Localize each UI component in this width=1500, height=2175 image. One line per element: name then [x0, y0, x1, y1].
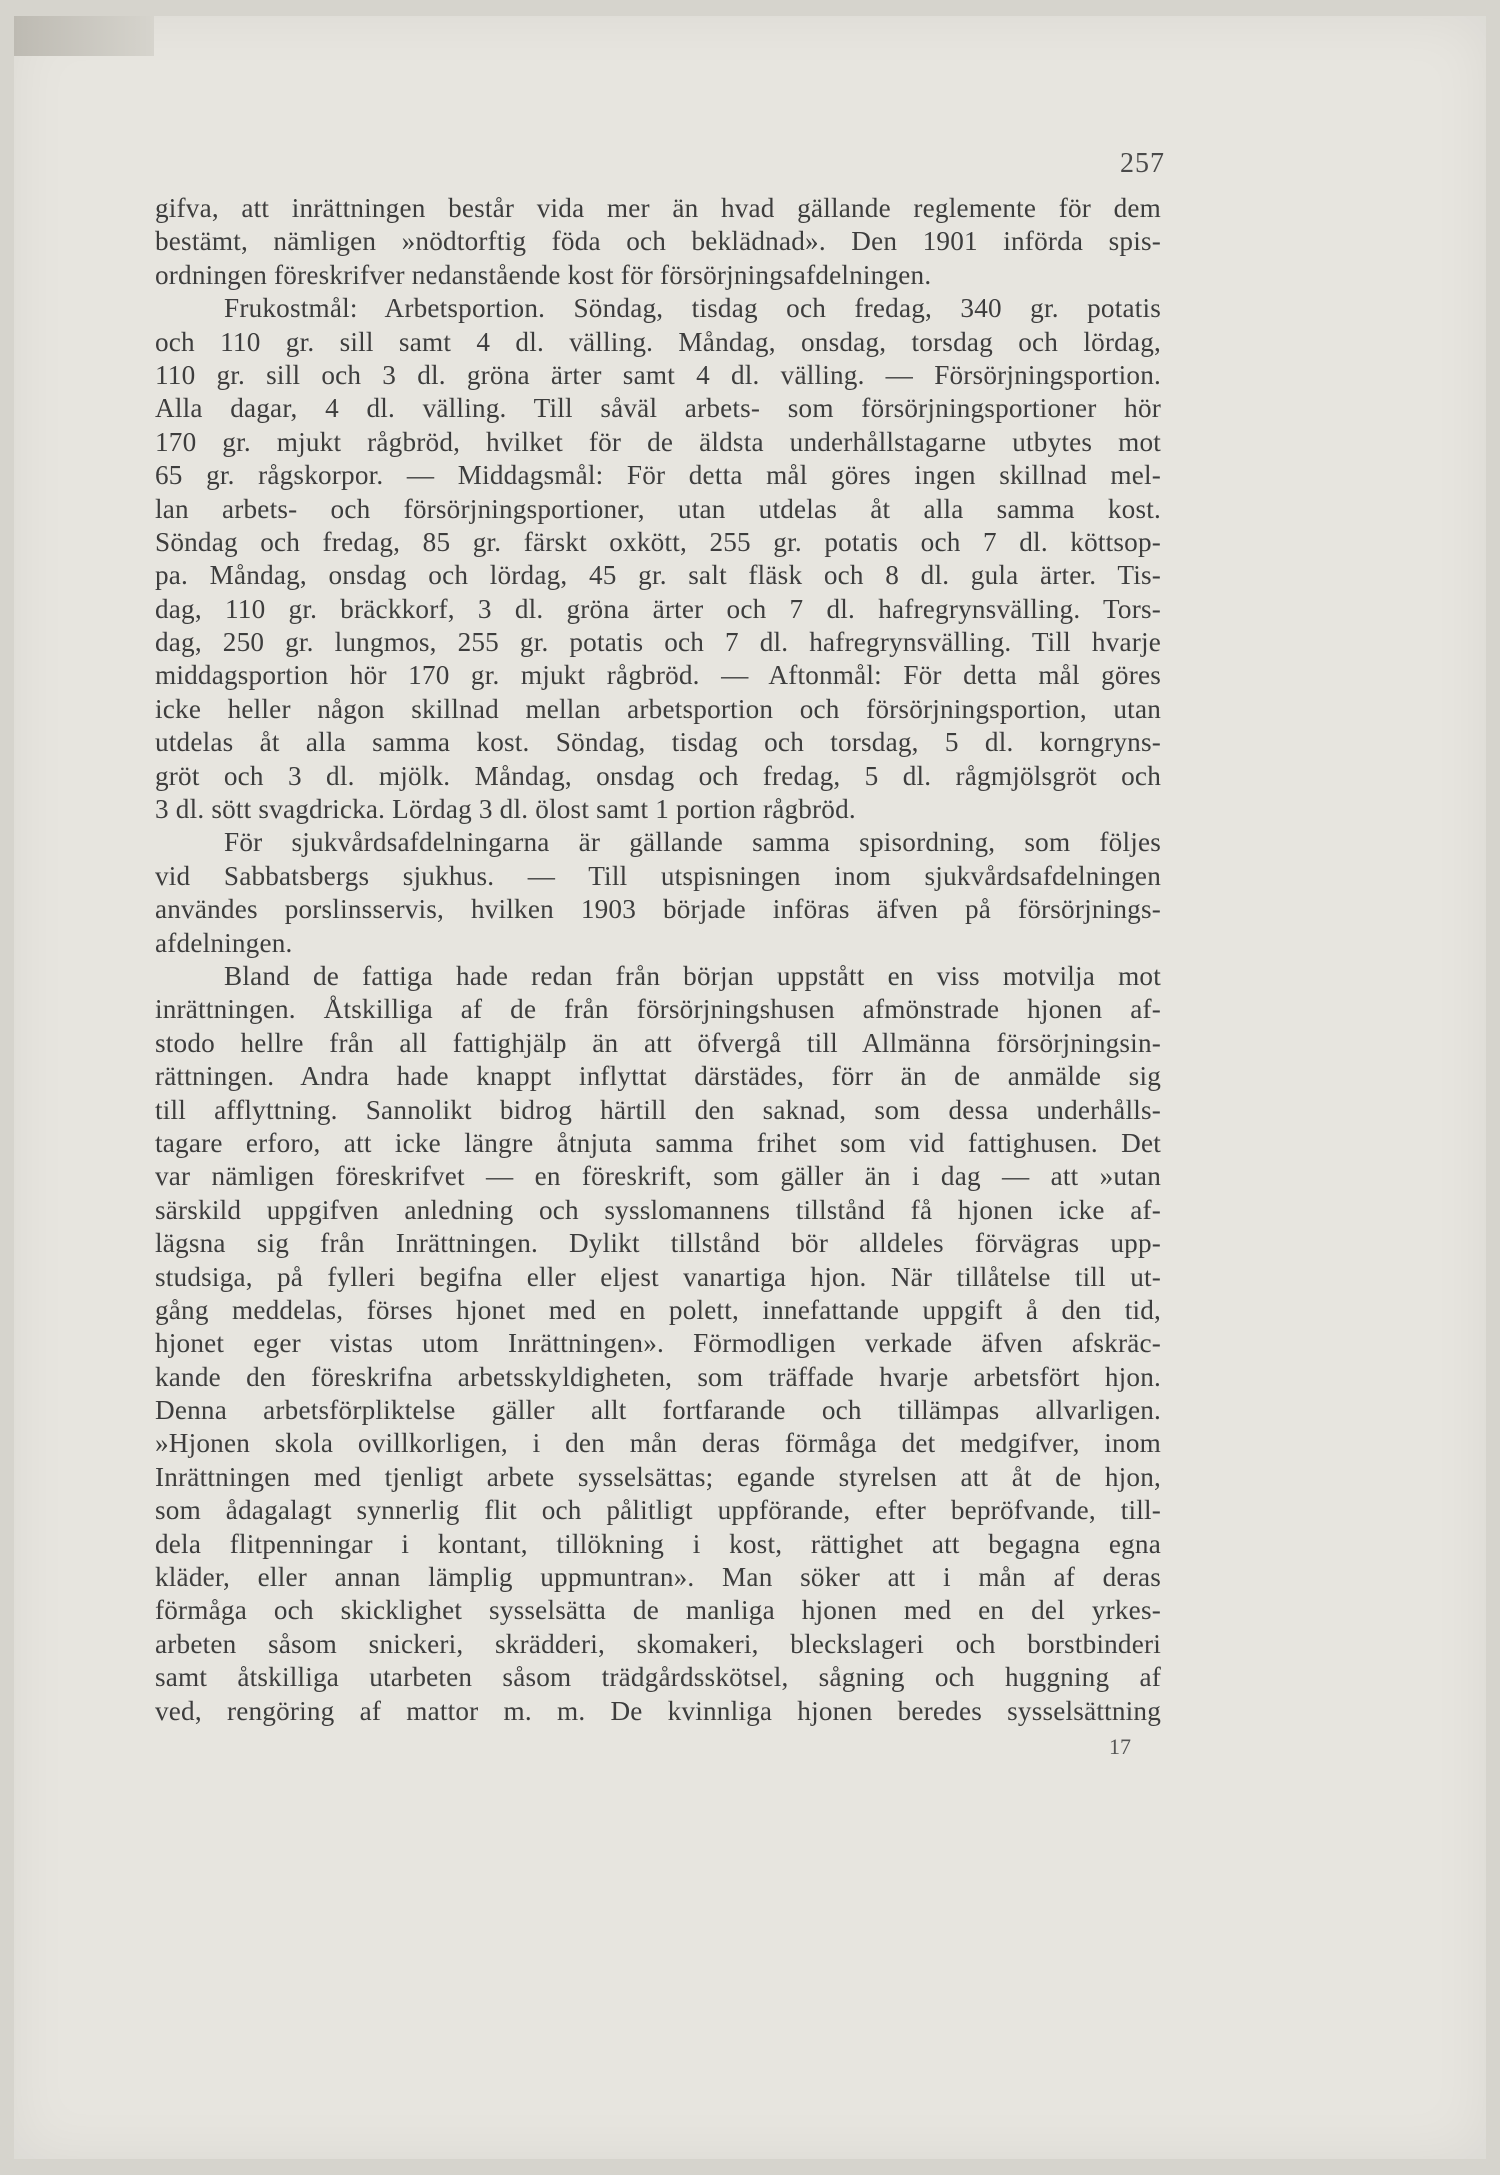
text-line: ved, rengöring af mattor m. m. De kvinnliga hjonen beredes sysselsättning [155, 1695, 1161, 1726]
text-line: tagare erforo, att icke längre åtnjuta samma frihet som vid fattighusen. Det [155, 1127, 1161, 1158]
text-line: För sjukvårdsafdelningarna är gällande samma spisordning, som följes [224, 827, 1161, 858]
text-line: »Hjonen skola ovillkorligen, i den mån deras förmåga det medgifver, inom [155, 1428, 1161, 1459]
text-line: 110 gr. sill och 3 dl. gröna ärter samt 4 dl. välling. — Försörjningsportion. [155, 359, 1161, 390]
text-line: gång meddelas, förses hjonet med en polett, innefattande uppgift å den tid, [155, 1294, 1161, 1325]
text-line: kläder, eller annan lämplig uppmuntran». Man söker att i mån af deras [155, 1562, 1161, 1593]
text-line: som ådagalagt synnerlig flit och pålitligt uppförande, efter bepröfvande, till- [155, 1495, 1161, 1526]
text-line: inrättningen. Åtskilliga af de från försörjningshusen afmönstrade hjonen af- [155, 994, 1161, 1025]
text-line: afdelningen. [155, 927, 293, 958]
text-line: Alla dagar, 4 dl. välling. Till såväl arbets- som försörjningsportioner hör [155, 393, 1161, 424]
text-line: förmåga och skicklighet sysselsätta de manliga hjonen med en del yrkes- [155, 1595, 1161, 1626]
text-line: dag, 250 gr. lungmos, 255 gr. potatis och 7 dl. hafregrynsvälling. Till hvarje [155, 627, 1161, 658]
page-number: 257 [1120, 148, 1165, 179]
signature-mark: 17 [1109, 1734, 1131, 1759]
text-line: arbeten såsom snickeri, skrädderi, skomakeri, bleckslageri och borstbinderi [155, 1628, 1161, 1659]
text-line: vid Sabbatsbergs sjukhus. — Till utspisningen inom sjukvårdsafdelningen [155, 860, 1161, 891]
text-line: studsiga, på fylleri begifna eller eljest vanartiga hjon. När tillåtelse till ut- [155, 1261, 1161, 1292]
text-line: var nämligen föreskrifvet — en föreskrift, som gäller än i dag — att »utan [155, 1161, 1161, 1192]
text-line: och 110 gr. sill samt 4 dl. välling. Måndag, onsdag, torsdag och lördag, [155, 326, 1161, 357]
text-line: lan arbets- och försörjningsportioner, utan utdelas åt alla samma kost. [155, 493, 1161, 524]
text-line: Inrättningen med tjenligt arbete sysselsättas; egande styrelsen att åt de hjon, [155, 1461, 1161, 1492]
text-line: 3 dl. sött svagdricka. Lördag 3 dl. ölost samt 1 portion rågbröd. [155, 794, 856, 825]
text-line: Söndag och fredag, 85 gr. färskt oxkött, 255 gr. potatis och 7 dl. köttsop- [155, 526, 1161, 557]
text-line: gröt och 3 dl. mjölk. Måndag, onsdag och fredag, 5 dl. rågmjölsgröt och [155, 760, 1161, 791]
text-line: pa. Måndag, onsdag och lördag, 45 gr. salt fläsk och 8 dl. gula ärter. Tis- [155, 560, 1161, 591]
text-line: icke heller någon skillnad mellan arbetsportion och försörjningsportion, utan [155, 693, 1161, 724]
text-line: till afflyttning. Sannolikt bidrog härtill den saknad, som dessa underhålls- [155, 1094, 1161, 1125]
text-line: rättningen. Andra hade knappt inflyttat därstädes, förr än de anmälde sig [155, 1061, 1161, 1092]
text-line: Frukostmål: Arbetsportion. Söndag, tisdag och fredag, 340 gr. potatis [224, 293, 1161, 324]
text-line: hjonet eger vistas utom Inrättningen». Förmodligen verkade äfven afskräc- [155, 1328, 1161, 1359]
text-line: 170 gr. mjukt rågbröd, hvilket för de äldsta underhållstagarne utbytes mot [155, 426, 1161, 457]
text-line: dag, 110 gr. bräckkorf, 3 dl. gröna ärter och 7 dl. hafregrynsvälling. Tors- [155, 593, 1161, 624]
text-line: Denna arbetsförpliktelse gäller allt fortfarande och tillämpas allvarligen. [155, 1395, 1161, 1426]
text-line: stodo hellre från all fattighjälp än att öfvergå till Allmänna försörjningsin- [155, 1027, 1161, 1058]
text-line: särskild uppgifven anledning och sysslomannens tillstånd få hjonen icke af- [155, 1194, 1161, 1225]
text-line: användes porslinsservis, hvilken 1903 började införas äfven på försörjnings- [155, 894, 1161, 925]
text-line: lägsna sig från Inrättningen. Dylikt tillstånd bör alldeles förvägras upp- [155, 1228, 1161, 1259]
text-line: ordningen föreskrifver nedanstående kost för försörjningsafdelningen. [155, 259, 932, 290]
text-line: gifva, att inrättningen består vida mer än hvad gällande reglemente för dem [155, 193, 1161, 223]
text-line: bestämt, nämligen »nödtorftig föda och beklädnad». Den 1901 införda spis- [155, 226, 1161, 257]
text-line: Bland de fattiga hade redan från början uppstått en viss motvilja mot [224, 960, 1161, 991]
scan-edge-shadow [14, 16, 154, 56]
text-line: dela flitpenningar i kontant, tillökning i kost, rättighet att begagna egna [155, 1528, 1161, 1559]
text-line: middagsportion hör 170 gr. mjukt rågbröd. — Aftonmål: För detta mål göres [155, 660, 1161, 691]
text-line: utdelas åt alla samma kost. Söndag, tisdag och torsdag, 5 dl. korngryns- [155, 727, 1161, 758]
text-line: kande den föreskrifna arbetsskyldigheten, som träffade hvarje arbetsfört hjon. [155, 1361, 1161, 1392]
text-line: 65 gr. rågskorpor. — Middagsmål: För detta mål göres ingen skillnad mel- [155, 460, 1161, 491]
text-line: samt åtskilliga utarbeten såsom trädgårdsskötsel, sågning och huggning af [155, 1662, 1161, 1693]
body-text [155, 192, 1161, 1728]
